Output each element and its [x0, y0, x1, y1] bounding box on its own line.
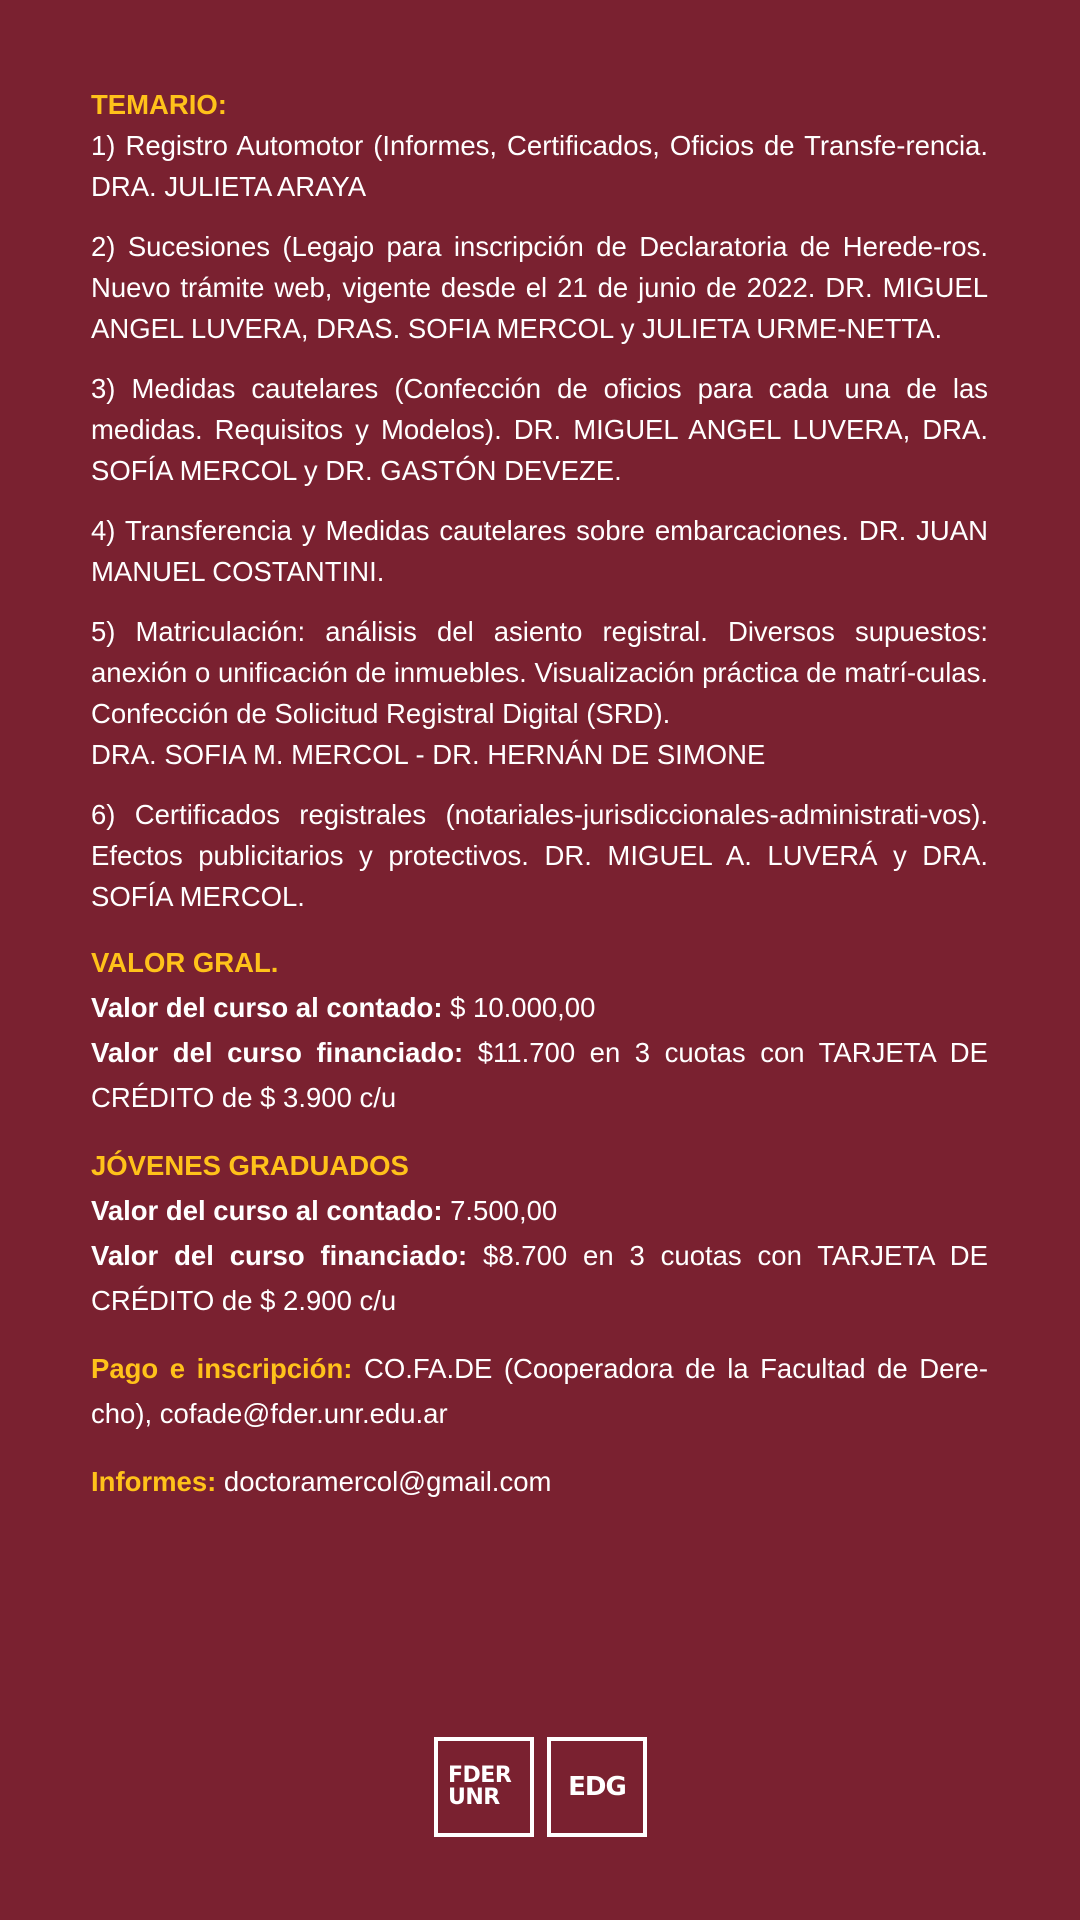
valor-gral-heading: VALOR GRAL. — [91, 947, 279, 978]
valor-gral-contado — [91, 985, 988, 1030]
pago-line — [91, 1346, 988, 1436]
temario-item-6: 6) Certificados registrales (notariales-jurisdiccionales-administrati-vos). Efectos publicitarios y protectivos. DR. MIGUEL A. LUVERÁ y DRA. SOFÍA MERCOL. — [91, 799, 988, 912]
pago-value: CO.FA.DE (Cooperadora de la Facultad de Dere-cho), cofade@fder.unr.edu.ar — [91, 1353, 989, 1429]
valor-gral-financiado-label: Valor del curso financiado: — [91, 1037, 464, 1068]
temario-item-1: 1) Registro Automotor (Informes, Certificados, Oficios de Transfe-rencia. DRA. JULIETA ARAYA — [91, 130, 988, 202]
informes-label: Informes: — [91, 1466, 217, 1497]
fder-unr-logo — [434, 1737, 534, 1837]
valor-gral-financiado-value: $11.700 en 3 cuotas con TARJETA DE CRÉDITO de $ 3.900 c/u — [91, 1037, 988, 1113]
logos — [434, 1737, 647, 1837]
informes-line — [91, 1459, 988, 1504]
edg-logo — [547, 1737, 647, 1837]
pago-label: Pago e inscripción: — [91, 1353, 353, 1384]
jovenes-contado — [91, 1188, 988, 1233]
informes-value: doctoramercol@gmail.com — [216, 1466, 552, 1497]
fder-logo-line2: UNR — [448, 1785, 500, 1810]
temario-item-5: 5) Matriculación: análisis del asiento registral. Diversos supuestos: anexión o unificación de inmuebles. Visualización práctica de matrí-culas. Confección de Solicitud Registral Digital (SRD). — [91, 616, 988, 729]
temario-heading: TEMARIO: — [91, 89, 227, 120]
jovenes-financiado — [91, 1233, 988, 1323]
edg-logo-text: EDG — [568, 1772, 626, 1802]
jovenes-contado-label: Valor del curso al contado: — [91, 1195, 443, 1226]
valor-gral-financiado — [91, 1030, 988, 1120]
temario-item-5-block — [91, 611, 988, 775]
temario-item-5-authors: DRA. SOFIA M. MERCOL - DR. HERNÁN DE SIMONE — [91, 739, 766, 770]
flyer-content — [91, 84, 988, 1504]
temario-item-3: 3) Medidas cautelares (Confección de oficios para cada una de las medidas. Requisitos y Modelos). DR. MIGUEL ANGEL LUVERA, DRA. SOFÍA MERCOL y DR. GASTÓN DEVEZE. — [91, 373, 988, 486]
jovenes-contado-value: 7.500,00 — [442, 1195, 558, 1226]
valor-gral-contado-value: $ 10.000,00 — [442, 992, 596, 1023]
jovenes-financiado-value: $8.700 en 3 cuotas con TARJETA DE CRÉDITO de $ 2.900 c/u — [91, 1240, 988, 1316]
jovenes-section — [91, 1143, 988, 1323]
jovenes-financiado-label: Valor del curso financiado: — [91, 1240, 468, 1271]
temario-item-2: 2) Sucesiones (Legajo para inscripción de Declaratoria de Herede-ros. Nuevo trámite web, vigente desde el 21 de junio de 2022. DR. MIGUEL ANGEL LUVERA, DRAS. SOFIA MERCOL y JULIETA URME-NETTA. — [91, 231, 988, 344]
jovenes-heading: JÓVENES GRADUADOS — [91, 1150, 409, 1181]
valor-gral-contado-label: Valor del curso al contado: — [91, 992, 443, 1023]
valor-gral-section — [91, 940, 988, 1120]
fder-logo-line1: FDER — [448, 1763, 512, 1788]
temario-item-4: 4) Transferencia y Medidas cautelares sobre embarcaciones. DR. JUAN MANUEL COSTANTINI. — [91, 515, 988, 587]
